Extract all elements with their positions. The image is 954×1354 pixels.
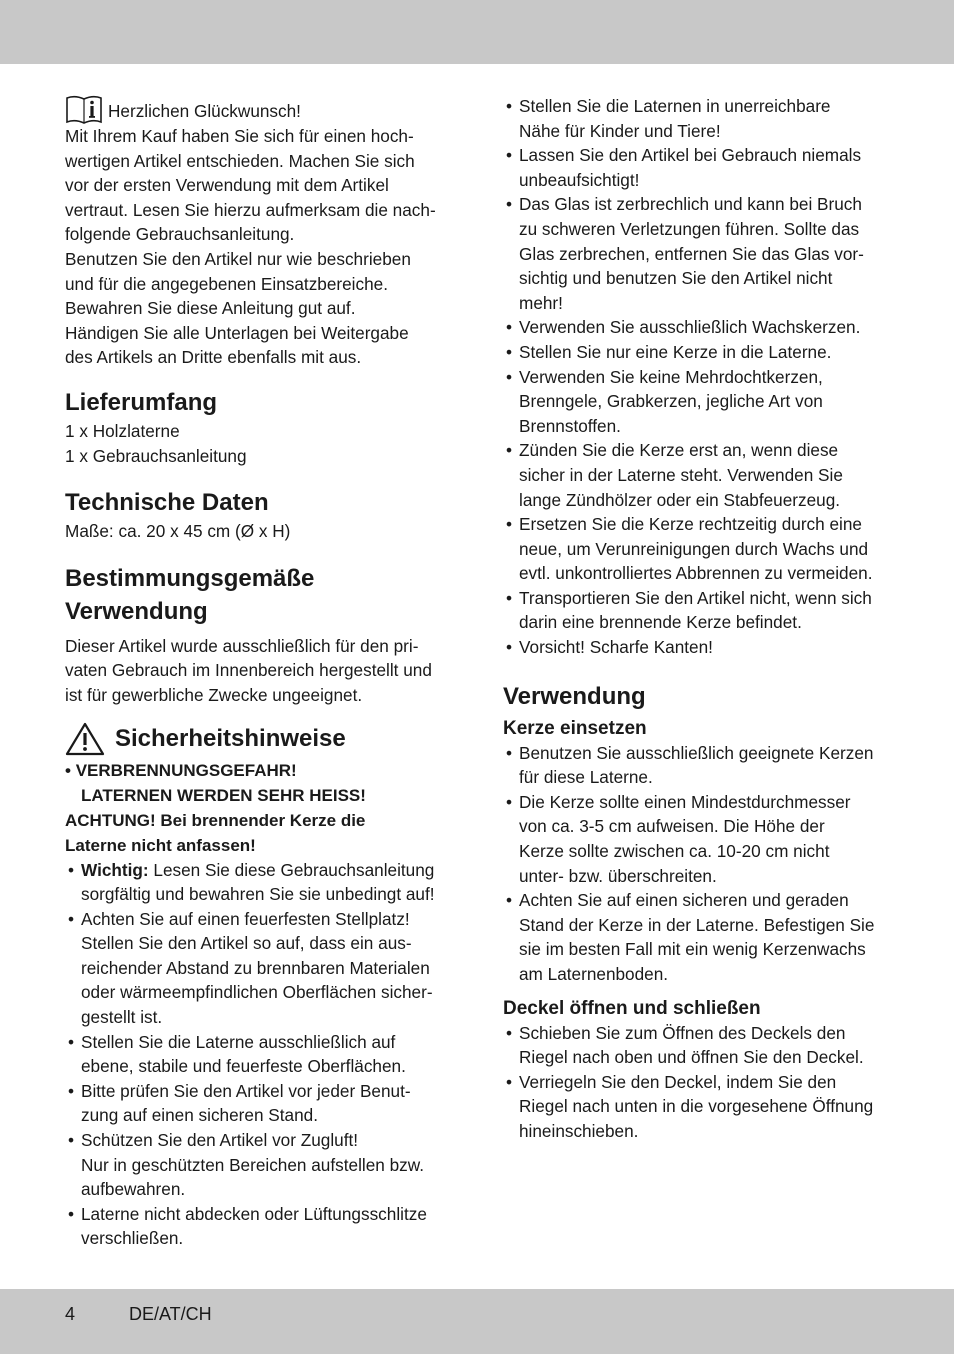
text-line: • Stellen Sie nur eine Kerze in die Laterne. [519, 341, 832, 362]
text-line: • Verwenden Sie keine Mehrdochtkerzen, [519, 366, 823, 387]
list-item [503, 1070, 893, 1144]
list-item [503, 635, 893, 660]
burn-warning-line: Laterne nicht anfassen! [65, 835, 256, 855]
text-line: • Benutzen Sie ausschließlich geeignete Kerzen [519, 742, 874, 763]
right-column [503, 94, 893, 1144]
text-line: Brenngele, Grabkerzen, jegliche Art von [519, 391, 823, 412]
text-line: am Laternenboden. [519, 964, 669, 984]
text-line: sie im besten Fall mit ein wenig Kerzenwachs [519, 939, 866, 960]
section-title-bestimmung-1: Bestimmungsgemäße [65, 564, 315, 592]
text-line: lange Zündhölzer oder ein Stabfeuerzeug. [519, 489, 841, 510]
text-line: • Lassen Sie den Artikel bei Gebrauch niemals [519, 145, 862, 166]
intro-heading-line [65, 94, 457, 124]
lieferumfang-item: 1 x Holzlaterne [65, 420, 180, 441]
locale-label: DE/AT/CH [129, 1304, 212, 1324]
text-line: zu schweren Verletzungen führen. Sollte das [519, 218, 860, 239]
text-line: Händigen Sie alle Unterlagen bei Weitergabe [65, 322, 409, 343]
subsection-title-deckel: Deckel öffnen und schließen [503, 997, 761, 1019]
text-line: Dieser Artikel wurde ausschließlich für den pri- [65, 635, 419, 656]
text-line: • Stellen Sie die Laternen in unerreichbare [519, 96, 831, 116]
text-line: darin eine brennende Kerze befindet. [519, 612, 802, 633]
text-line: sorgfältig und bewahren Sie sie unbedingt auf! [81, 884, 435, 905]
text-line: unbeaufsichtigt! [519, 169, 640, 190]
text-line: Riegel nach unten in die vorgesehene Öffnung [519, 1096, 874, 1117]
text-line: Glas zerbrechen, entfernen Sie das Glas vor- [519, 243, 864, 264]
text-line: • Bitte prüfen Sie den Artikel vor jeder Benut- [81, 1080, 411, 1101]
text-line: Nähe für Kinder und Tiere! [519, 120, 721, 141]
text-line: • Verwenden Sie ausschließlich Wachskerzen. [519, 317, 861, 338]
list-item [503, 340, 893, 365]
burn-warning [65, 758, 457, 858]
list-item [503, 741, 893, 790]
list-item [503, 143, 893, 192]
text-line: ist für gewerbliche Zwecke ungeeignet. [65, 684, 363, 705]
sicherheit-heading-line [65, 722, 457, 756]
text-line: neue, um Verunreinigungen durch Wachs und [519, 538, 869, 559]
text-line: • Schützen Sie den Artikel vor Zugluft! [81, 1130, 359, 1151]
burn-warning-line: LATERNEN WERDEN SEHR HEISS! [81, 785, 366, 805]
list-item [503, 888, 893, 986]
text-line: • Achten Sie auf einen sicheren und geraden [519, 890, 849, 911]
section-title-sicherheitshinweise: Sicherheitshinweise [115, 725, 346, 752]
list-item [503, 586, 893, 635]
text-line: Lesen Sie diese Gebrauchsanleitung [148, 859, 435, 880]
text-line: sicher in der Laterne steht. Verwenden Sie [519, 464, 843, 485]
list-item [65, 1128, 457, 1202]
list-item [503, 790, 893, 888]
text-line: aufbewahren. [81, 1179, 186, 1200]
text-line: evtl. unkontrolliertes Abbrennen zu vermeiden. [519, 563, 873, 584]
text-line: • Das Glas ist zerbrechlich und kann bei Bruch [519, 194, 862, 215]
text-line: verschließen. [81, 1228, 184, 1249]
text-line: unter- bzw. überschreiten. [519, 865, 717, 886]
text-line: • Transportieren Sie den Artikel nicht, wenn sich [519, 587, 872, 608]
list-item [65, 907, 457, 1030]
text-line: Benutzen Sie den Artikel nur wie beschrieben [65, 248, 411, 269]
lieferumfang-item: 1 x Gebrauchsanleitung [65, 445, 247, 466]
section-title-technische-daten: Technische Daten [65, 489, 269, 517]
left-column [65, 94, 457, 1251]
text-line: für diese Laterne. [519, 767, 653, 788]
text-line: Riegel nach oben und öffnen Sie den Deckel. [519, 1047, 864, 1068]
list-item [65, 858, 457, 907]
info-book-icon [65, 94, 103, 124]
list-item [503, 365, 893, 439]
list-item [503, 94, 893, 143]
list-item [65, 1079, 457, 1128]
text-line: zung auf einen sicheren Stand. [81, 1105, 318, 1126]
text-line: sichtig und benutzen Sie den Artikel nicht [519, 268, 833, 289]
kerze-list [503, 741, 893, 987]
burn-warning-line: • VERBRENNUNGSGEFAHR! [65, 760, 297, 780]
intro-heading: Herzlichen Glückwunsch! [108, 101, 301, 122]
text-line: • Die Kerze sollte einen Mindestdurchmesser [519, 791, 851, 812]
safety-list-left [65, 858, 457, 1252]
list-item [503, 1021, 893, 1070]
text-line: wertigen Artikel entschieden. Machen Sie sich [65, 150, 415, 171]
list-item [503, 315, 893, 340]
list-item [65, 1030, 457, 1079]
warning-text: VERBRENNUNGSGEFAHR! [75, 760, 297, 780]
page-number: 4 [65, 1304, 76, 1324]
list-item [503, 438, 893, 512]
deckel-list [503, 1021, 893, 1144]
text-line: • Ersetzen Sie die Kerze rechtzeitig durch eine [519, 514, 862, 535]
text-line: folgende Gebrauchsanleitung. [65, 224, 295, 245]
text-line: von ca. 3-5 cm aufweisen. Die Höhe der [519, 816, 825, 837]
text-line: reichender Abstand zu brennbaren Materialen [81, 957, 430, 978]
intro-paragraph [65, 124, 457, 370]
text-line: vertraut. Lesen Sie hierzu aufmerksam die nach- [65, 199, 436, 220]
text-line: • Zünden Sie die Kerze erst an, wenn diese [519, 440, 839, 461]
text-line: vaten Gebrauch im Innenbereich hergestellt und [65, 660, 432, 681]
text-line: gestellt ist. [81, 1007, 163, 1028]
text-line: Mit Ihrem Kauf haben Sie sich für einen hoch- [65, 126, 414, 146]
technische-daten-text: Maße: ca. 20 x 45 cm (Ø x H) [65, 521, 291, 542]
safety-list-right [503, 94, 893, 660]
text-line: • Stellen Sie die Laterne ausschließlich auf [81, 1031, 396, 1052]
text-line: hineinschieben. [519, 1120, 639, 1141]
text-line: • Laterne nicht abdecken oder Lüftungsschlitze [81, 1203, 427, 1224]
text-line: Brennstoffen. [519, 415, 621, 436]
header-bar [0, 0, 954, 64]
list-item [503, 192, 893, 315]
text-line: Stellen Sie den Artikel so auf, dass ein aus- [81, 933, 412, 954]
text-line: • Schieben Sie zum Öffnen des Deckels den [519, 1022, 846, 1043]
text-line: • Achten Sie auf einen feuerfesten Stellplatz! [81, 908, 410, 929]
warning-triangle-icon [65, 722, 105, 756]
text-line: • Vorsicht! Scharfe Kanten! [519, 637, 713, 658]
list-item [65, 1202, 457, 1251]
text-line: vor der ersten Verwendung mit dem Artikel [65, 175, 389, 196]
burn-warning-line: ACHTUNG! Bei brennender Kerze die [65, 810, 366, 830]
text-line: Nur in geschützten Bereichen aufstellen bzw. [81, 1154, 424, 1175]
text-line: und für die angegebenen Einsatzbereiche. [65, 273, 388, 294]
section-title-bestimmung-2: Verwendung [65, 597, 208, 625]
section-title-lieferumfang: Lieferumfang [65, 388, 218, 416]
text-line: des Artikels an Dritte ebenfalls mit aus. [65, 347, 362, 368]
text-line: ebene, stabile und feuerfeste Oberflächen. [81, 1056, 406, 1077]
wichtig-label: Wichtig: [81, 859, 149, 880]
text-line: oder wärmeempfindlichen Oberflächen sicher- [81, 982, 433, 1003]
text-line: Stand der Kerze in der Laterne. Befestigen Sie [519, 914, 875, 935]
subsection-title-kerze: Kerze einsetzen [503, 717, 647, 739]
list-item [503, 512, 893, 586]
text-line: Bewahren Sie diese Anleitung gut auf. [65, 298, 356, 319]
text-line: Kerze sollte zwischen ca. 10-20 cm nicht [519, 841, 830, 862]
text-line: mehr! [519, 292, 563, 313]
section-title-verwendung: Verwendung [503, 682, 646, 710]
text-line: • Verriegeln Sie den Deckel, indem Sie den [519, 1071, 837, 1092]
